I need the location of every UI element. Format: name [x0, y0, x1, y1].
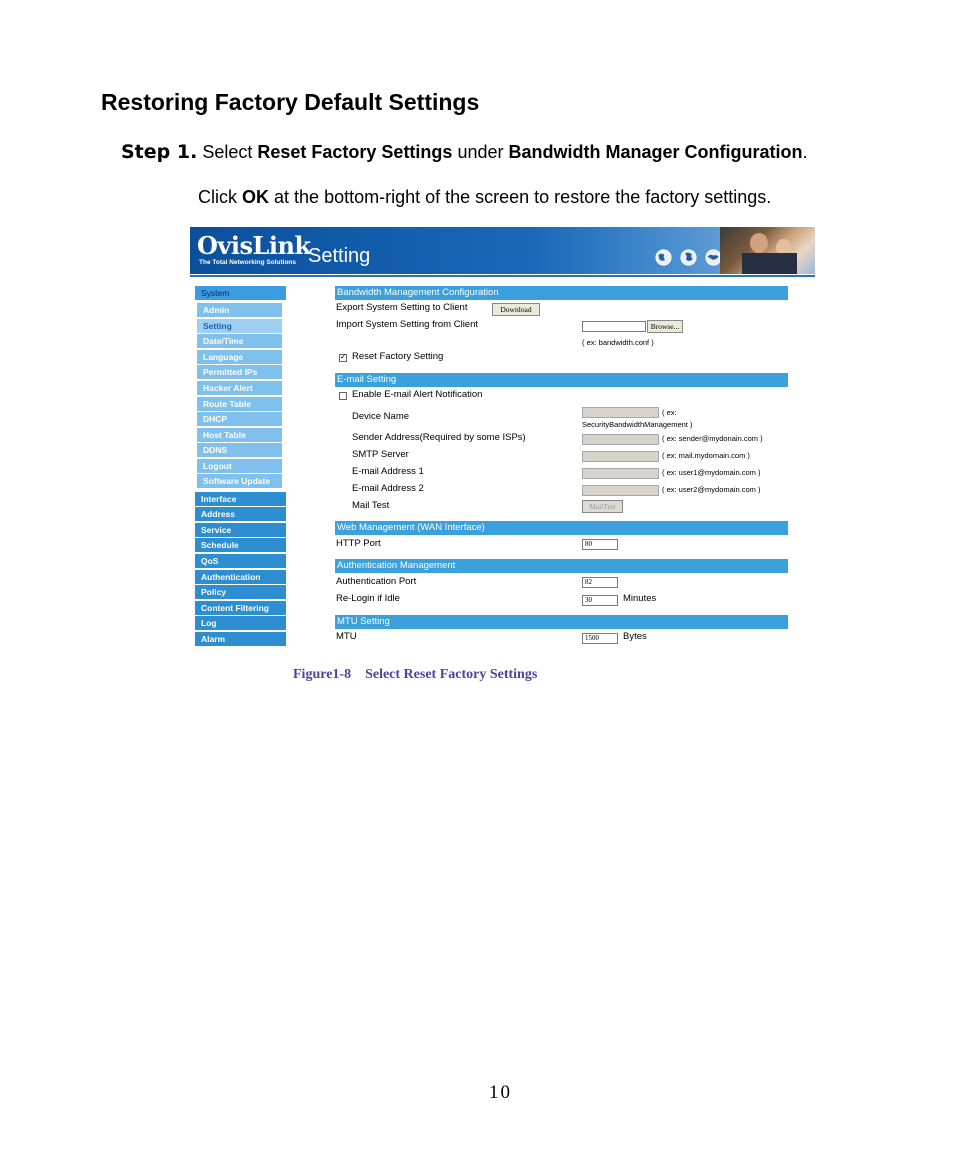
click-word: Click: [198, 187, 237, 207]
enable-email-label: Enable E-mail Alert Notification: [352, 389, 483, 400]
sidebar-item-route-table[interactable]: Route Table: [197, 397, 282, 411]
step-label: Step 1.: [121, 141, 198, 163]
export-label: Export System Setting to Client: [336, 302, 468, 313]
sidebar-item-log[interactable]: Log: [195, 616, 286, 630]
globe-icon: [655, 249, 672, 266]
email-address-1-input[interactable]: [582, 468, 659, 479]
download-button[interactable]: Download: [492, 303, 540, 316]
http-port-label: HTTP Port: [336, 538, 381, 549]
smtp-server-input[interactable]: [582, 451, 659, 462]
device-name-hint-2: SecurityBandwidthManagement ): [582, 420, 693, 429]
smtp-server-hint: ( ex: mail.mydomain.com ): [662, 451, 750, 460]
logo-tagline: The Total Networking Solutions: [199, 259, 297, 266]
sender-address-hint: ( ex: sender@mydonain.com ): [662, 434, 763, 443]
reset-factory-checkbox[interactable]: [339, 354, 347, 362]
email-address-1-label: E-mail Address 1: [352, 466, 424, 477]
bandwidth-section-header: Bandwidth Management Configuration: [335, 286, 788, 300]
email-section-header: E-mail Setting: [335, 373, 788, 387]
relogin-input[interactable]: 30: [582, 595, 618, 606]
sidebar-item-software-update[interactable]: Software Update: [197, 474, 282, 488]
sidebar-item-address[interactable]: Address: [195, 507, 286, 521]
sidebar-item-content-filtering[interactable]: Content Filtering: [195, 601, 286, 615]
sidebar-item-logout[interactable]: Logout: [197, 459, 282, 473]
click-ok-instruction: [198, 187, 771, 208]
sender-address-label: Sender Address(Required by some ISPs): [352, 432, 526, 443]
sidebar-item-authentication[interactable]: Authentication: [195, 570, 286, 584]
sidebar-item-alarm[interactable]: Alarm: [195, 632, 286, 646]
sidebar-item-admin[interactable]: Admin: [197, 303, 282, 317]
page-number: 10: [489, 1082, 512, 1103]
smtp-server-label: SMTP Server: [352, 449, 409, 460]
authentication-port-label: Authentication Port: [336, 576, 417, 587]
email-address-2-label: E-mail Address 2: [352, 483, 424, 494]
mtu-unit: Bytes: [623, 631, 647, 642]
sidebar-item-hacker-alert[interactable]: Hacker Alert: [197, 381, 282, 395]
sidebar-item-interface[interactable]: Interface: [195, 492, 286, 506]
enable-email-checkbox[interactable]: [339, 392, 347, 400]
device-name-label: Device Name: [352, 411, 410, 422]
sidebar-item-setting[interactable]: Setting: [197, 319, 282, 333]
sidebar-item-date-time[interactable]: Date/Time: [197, 334, 282, 348]
sidebar-item-language[interactable]: Language: [197, 350, 282, 364]
banner-photo: [720, 227, 815, 274]
device-name-hint-1: ( ex:: [662, 408, 677, 417]
web-management-section-header: Web Management (WAN Interface): [335, 521, 788, 535]
step-select-word: Select: [202, 142, 253, 162]
import-label: Import System Setting from Client: [336, 319, 479, 330]
figure-caption: Figure1-8 Select Reset Factory Settings: [293, 667, 538, 682]
step-1-instruction: [121, 141, 808, 163]
sidebar-item-schedule[interactable]: Schedule: [195, 538, 286, 552]
globe-icon: [680, 249, 697, 266]
relogin-label: Re-Login if Idle: [336, 593, 400, 604]
email-address-1-hint: ( ex: user1@mydomain.com ): [662, 468, 761, 477]
click-rest: at the bottom-right of the screen to restore the factory settings.: [274, 187, 772, 207]
ok-word: OK: [242, 187, 270, 207]
import-file-input[interactable]: [582, 321, 646, 332]
browse-button[interactable]: Browse...: [647, 320, 683, 333]
email-address-2-input[interactable]: [582, 485, 659, 496]
mtu-label: MTU: [336, 631, 357, 642]
mtu-input[interactable]: 1500: [582, 633, 618, 644]
ovislink-logo: OvisLink: [197, 231, 311, 260]
mtu-section-header: MTU Setting: [335, 615, 788, 629]
page-title: Restoring Factory Default Settings: [101, 89, 480, 115]
sender-address-input[interactable]: [582, 434, 659, 445]
device-name-input[interactable]: [582, 407, 659, 418]
banner: [190, 227, 815, 274]
sidebar-item-policy[interactable]: Policy: [195, 585, 286, 599]
settings-screenshot: [190, 227, 815, 651]
mail-test-label: Mail Test: [352, 500, 390, 511]
import-hint: ( ex: bandwidth.conf ): [582, 338, 654, 347]
step-section: Bandwidth Manager Configuration: [508, 142, 803, 162]
email-address-2-hint: ( ex: user2@mydomain.com ): [662, 485, 761, 494]
mail-test-button[interactable]: MailTest: [582, 500, 623, 513]
banner-title: Setting: [308, 245, 371, 267]
http-port-input[interactable]: 80: [582, 539, 618, 550]
sidebar-item-service[interactable]: Service: [195, 523, 286, 537]
step-end: .: [802, 142, 808, 162]
sidebar-item-dhcp[interactable]: DHCP: [197, 412, 282, 426]
sidebar-item-permitted-ips[interactable]: Permitted IPs: [197, 365, 282, 379]
step-under-word: under: [457, 142, 504, 162]
authentication-section-header: Authentication Management: [335, 559, 788, 573]
reset-factory-label: Reset Factory Setting: [352, 351, 444, 362]
authentication-port-input[interactable]: 82: [582, 577, 618, 588]
banner-divider: [190, 275, 815, 277]
step-item: Reset Factory Settings: [257, 142, 453, 162]
sidebar-item-host-table[interactable]: Host Table: [197, 428, 282, 442]
relogin-unit: Minutes: [623, 593, 657, 604]
sidebar-system[interactable]: System: [195, 286, 286, 300]
sidebar-item-ddns[interactable]: DDNS: [197, 443, 282, 457]
sidebar-item-qos[interactable]: QoS: [195, 554, 286, 568]
